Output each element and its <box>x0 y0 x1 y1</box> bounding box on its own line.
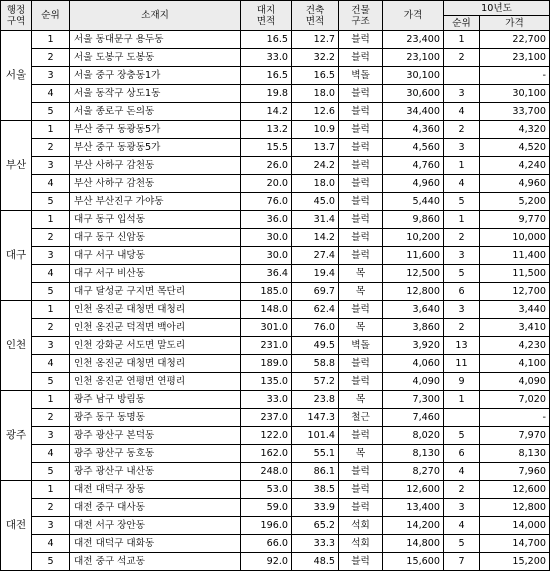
building-area-cell: 16.5 <box>292 67 339 85</box>
prev-rank-cell: 5 <box>444 535 480 553</box>
land-area-cell: 20.0 <box>241 175 292 193</box>
price-cell: 4,360 <box>383 121 444 139</box>
prev-price-cell: - <box>480 409 550 427</box>
rank-cell: 3 <box>32 427 70 445</box>
header-price: 가격 <box>383 1 444 31</box>
building-area-cell: 62.4 <box>292 301 339 319</box>
rank-cell: 5 <box>32 283 70 301</box>
location-cell: 광주 광산구 본덕동 <box>70 427 241 445</box>
prev-rank-cell <box>444 67 480 85</box>
price-cell: 15,600 <box>383 553 444 571</box>
land-area-cell: 33.0 <box>241 391 292 409</box>
rank-cell: 4 <box>32 535 70 553</box>
location-cell: 광주 광산구 내산동 <box>70 463 241 481</box>
price-cell: 10,200 <box>383 229 444 247</box>
prev-rank-cell: 6 <box>444 283 480 301</box>
prev-price-cell: 30,100 <box>480 85 550 103</box>
building-area-cell: 12.7 <box>292 31 339 49</box>
structure-cell: 블럭 <box>339 553 383 571</box>
structure-cell: 석회 <box>339 517 383 535</box>
location-cell: 부산 중구 동광동5가 <box>70 139 241 157</box>
table-row <box>1 409 550 427</box>
building-area-cell: 32.2 <box>292 49 339 67</box>
land-area-cell: 301.0 <box>241 319 292 337</box>
land-area-cell: 248.0 <box>241 463 292 481</box>
location-cell: 부산 사하구 감천동 <box>70 157 241 175</box>
table-row <box>1 139 550 157</box>
land-area-cell: 36.4 <box>241 265 292 283</box>
header-region: 행정 구역 <box>1 1 32 31</box>
building-area-cell: 147.3 <box>292 409 339 427</box>
prev-rank-cell: 5 <box>444 265 480 283</box>
location-cell: 부산 사하구 감천동 <box>70 175 241 193</box>
region-cell: 인천 <box>1 301 32 391</box>
land-area-cell: 189.0 <box>241 355 292 373</box>
land-area-cell: 135.0 <box>241 373 292 391</box>
header-land-area: 대지 면적 <box>241 1 292 31</box>
table-row <box>1 247 550 265</box>
location-cell: 인천 강화군 서도면 말도리 <box>70 337 241 355</box>
building-area-cell: 69.7 <box>292 283 339 301</box>
location-cell: 서울 동대문구 용두동 <box>70 31 241 49</box>
location-cell: 대전 중구 석교동 <box>70 553 241 571</box>
table-row <box>1 67 550 85</box>
building-area-cell: 18.0 <box>292 85 339 103</box>
prev-rank-cell: 13 <box>444 337 480 355</box>
prev-rank-cell: 2 <box>444 49 480 67</box>
rank-cell: 3 <box>32 337 70 355</box>
building-area-cell: 48.5 <box>292 553 339 571</box>
prev-rank-cell: 2 <box>444 481 480 499</box>
price-cell: 30,100 <box>383 67 444 85</box>
prev-price-cell: 7,020 <box>480 391 550 409</box>
location-cell: 광주 남구 방림동 <box>70 391 241 409</box>
prev-rank-cell: 3 <box>444 139 480 157</box>
table-row <box>1 193 550 211</box>
land-area-cell: 59.0 <box>241 499 292 517</box>
rank-cell: 1 <box>32 31 70 49</box>
region-cell: 대구 <box>1 211 32 301</box>
location-cell: 대구 동구 신암동 <box>70 229 241 247</box>
header-prev-rank: 순위 <box>444 16 480 31</box>
price-cell: 4,560 <box>383 139 444 157</box>
building-area-cell: 49.5 <box>292 337 339 355</box>
land-area-cell: 185.0 <box>241 283 292 301</box>
price-cell: 14,200 <box>383 517 444 535</box>
header-prev-price: 가격 <box>480 16 550 31</box>
prev-rank-cell <box>444 409 480 427</box>
structure-cell: 블럭 <box>339 229 383 247</box>
prev-rank-cell: 11 <box>444 355 480 373</box>
prev-price-cell: 4,520 <box>480 139 550 157</box>
land-area-cell: 30.0 <box>241 247 292 265</box>
rank-cell: 1 <box>32 211 70 229</box>
location-cell: 대전 서구 장안동 <box>70 517 241 535</box>
prev-rank-cell: 9 <box>444 373 480 391</box>
prev-rank-cell: 4 <box>444 103 480 121</box>
table-row <box>1 319 550 337</box>
price-cell: 4,060 <box>383 355 444 373</box>
location-cell: 인천 옹진군 연평면 연평리 <box>70 373 241 391</box>
prev-rank-cell: 5 <box>444 193 480 211</box>
rank-cell: 5 <box>32 193 70 211</box>
price-cell: 34,400 <box>383 103 444 121</box>
prev-price-cell: 4,100 <box>480 355 550 373</box>
prev-price-cell: 7,960 <box>480 463 550 481</box>
price-cell: 8,270 <box>383 463 444 481</box>
prev-rank-cell: 7 <box>444 553 480 571</box>
land-area-cell: 148.0 <box>241 301 292 319</box>
rank-cell: 2 <box>32 409 70 427</box>
rank-cell: 1 <box>32 481 70 499</box>
table-row <box>1 121 550 139</box>
location-cell: 서울 도봉구 도봉동 <box>70 49 241 67</box>
region-cell: 서울 <box>1 31 32 121</box>
price-cell: 8,020 <box>383 427 444 445</box>
building-area-cell: 65.2 <box>292 517 339 535</box>
prev-price-cell: 23,100 <box>480 49 550 67</box>
rank-cell: 1 <box>32 121 70 139</box>
price-cell: 5,440 <box>383 193 444 211</box>
price-cell: 3,920 <box>383 337 444 355</box>
structure-cell: 블럭 <box>339 31 383 49</box>
price-cell: 30,600 <box>383 85 444 103</box>
table-row <box>1 103 550 121</box>
rank-cell: 4 <box>32 85 70 103</box>
land-area-cell: 196.0 <box>241 517 292 535</box>
header-structure: 건물 구조 <box>339 1 383 31</box>
structure-cell: 블럭 <box>339 463 383 481</box>
building-area-cell: 38.5 <box>292 481 339 499</box>
location-cell: 대전 대덕구 장동 <box>70 481 241 499</box>
prev-rank-cell: 1 <box>444 211 480 229</box>
prev-price-cell: 33,700 <box>480 103 550 121</box>
building-area-cell: 86.1 <box>292 463 339 481</box>
location-cell: 대구 달성군 구지면 목단리 <box>70 283 241 301</box>
price-cell: 7,300 <box>383 391 444 409</box>
prev-price-cell: 22,700 <box>480 31 550 49</box>
building-area-cell: 23.8 <box>292 391 339 409</box>
location-cell: 부산 중구 동광동5가 <box>70 121 241 139</box>
rank-cell: 3 <box>32 157 70 175</box>
building-area-cell: 19.4 <box>292 265 339 283</box>
table-body <box>1 31 550 571</box>
table-row <box>1 31 550 49</box>
rank-cell: 5 <box>32 373 70 391</box>
price-cell: 12,500 <box>383 265 444 283</box>
structure-cell: 철근 <box>339 409 383 427</box>
prev-price-cell: 10,000 <box>480 229 550 247</box>
structure-cell: 블럭 <box>339 175 383 193</box>
location-cell: 광주 동구 동명동 <box>70 409 241 427</box>
rank-cell: 3 <box>32 247 70 265</box>
price-cell: 7,460 <box>383 409 444 427</box>
prev-price-cell: 14,000 <box>480 517 550 535</box>
prev-price-cell: 3,410 <box>480 319 550 337</box>
building-area-cell: 55.1 <box>292 445 339 463</box>
rank-cell: 3 <box>32 517 70 535</box>
table-row <box>1 265 550 283</box>
price-cell: 12,800 <box>383 283 444 301</box>
table-row <box>1 517 550 535</box>
price-cell: 9,860 <box>383 211 444 229</box>
prev-price-cell: 5,200 <box>480 193 550 211</box>
building-area-cell: 33.3 <box>292 535 339 553</box>
structure-cell: 벽돌 <box>339 337 383 355</box>
table-row <box>1 85 550 103</box>
land-area-cell: 16.5 <box>241 31 292 49</box>
building-area-cell: 31.4 <box>292 211 339 229</box>
table-row <box>1 355 550 373</box>
rank-cell: 2 <box>32 499 70 517</box>
prev-price-cell: 4,320 <box>480 121 550 139</box>
structure-cell: 목 <box>339 391 383 409</box>
table-row <box>1 463 550 481</box>
location-cell: 광주 광산구 동호동 <box>70 445 241 463</box>
structure-cell: 블럭 <box>339 49 383 67</box>
structure-cell: 블럭 <box>339 427 383 445</box>
location-cell: 서울 종로구 돈의동 <box>70 103 241 121</box>
location-cell: 부산 부산진구 가야동 <box>70 193 241 211</box>
structure-cell: 석회 <box>339 535 383 553</box>
table-row <box>1 481 550 499</box>
prev-price-cell: 4,960 <box>480 175 550 193</box>
table-row <box>1 337 550 355</box>
structure-cell: 벽돌 <box>339 67 383 85</box>
building-area-cell: 24.2 <box>292 157 339 175</box>
price-cell: 12,600 <box>383 481 444 499</box>
rank-cell: 1 <box>32 391 70 409</box>
table-row <box>1 445 550 463</box>
table-row <box>1 283 550 301</box>
building-area-cell: 76.0 <box>292 319 339 337</box>
table-row <box>1 49 550 67</box>
prev-price-cell: 14,700 <box>480 535 550 553</box>
prev-price-cell: - <box>480 67 550 85</box>
prev-rank-cell: 1 <box>444 157 480 175</box>
rank-cell: 1 <box>32 301 70 319</box>
location-cell: 서울 동작구 상도1동 <box>70 85 241 103</box>
location-cell: 대전 대덕구 대화동 <box>70 535 241 553</box>
structure-cell: 블럭 <box>339 157 383 175</box>
building-area-cell: 12.6 <box>292 103 339 121</box>
structure-cell: 목 <box>339 265 383 283</box>
rank-cell: 2 <box>32 49 70 67</box>
rank-cell: 4 <box>32 445 70 463</box>
price-cell: 8,130 <box>383 445 444 463</box>
location-cell: 대구 서구 내당동 <box>70 247 241 265</box>
header-location: 소재지 <box>70 1 241 31</box>
location-cell: 서울 중구 장충동1가 <box>70 67 241 85</box>
rank-cell: 5 <box>32 103 70 121</box>
building-area-cell: 10.9 <box>292 121 339 139</box>
location-cell: 대구 서구 비산동 <box>70 265 241 283</box>
location-cell: 인천 옹진군 대청면 대청리 <box>70 301 241 319</box>
region-cell: 부산 <box>1 121 32 211</box>
prev-price-cell: 9,770 <box>480 211 550 229</box>
price-cell: 3,640 <box>383 301 444 319</box>
header-prev-year: 10년도 <box>444 1 550 16</box>
land-area-cell: 76.0 <box>241 193 292 211</box>
prev-price-cell: 4,230 <box>480 337 550 355</box>
building-area-cell: 101.4 <box>292 427 339 445</box>
table-row <box>1 301 550 319</box>
structure-cell: 목 <box>339 445 383 463</box>
building-area-cell: 45.0 <box>292 193 339 211</box>
building-area-cell: 33.9 <box>292 499 339 517</box>
price-cell: 11,600 <box>383 247 444 265</box>
land-area-cell: 53.0 <box>241 481 292 499</box>
table-row <box>1 229 550 247</box>
price-cell: 4,960 <box>383 175 444 193</box>
land-area-cell: 162.0 <box>241 445 292 463</box>
rank-cell: 4 <box>32 175 70 193</box>
prev-rank-cell: 2 <box>444 121 480 139</box>
table-row <box>1 427 550 445</box>
land-area-cell: 122.0 <box>241 427 292 445</box>
land-area-cell: 13.2 <box>241 121 292 139</box>
table-row <box>1 211 550 229</box>
land-area-cell: 26.0 <box>241 157 292 175</box>
land-area-cell: 36.0 <box>241 211 292 229</box>
prev-price-cell: 11,400 <box>480 247 550 265</box>
price-cell: 4,760 <box>383 157 444 175</box>
header-building-area: 건축 면적 <box>292 1 339 31</box>
rank-cell: 4 <box>32 265 70 283</box>
location-cell: 인천 옹진군 대청면 대청리 <box>70 355 241 373</box>
structure-cell: 블럭 <box>339 499 383 517</box>
structure-cell: 블럭 <box>339 301 383 319</box>
building-area-cell: 27.4 <box>292 247 339 265</box>
header-rank: 순위 <box>32 1 70 31</box>
land-area-cell: 231.0 <box>241 337 292 355</box>
building-area-cell: 57.2 <box>292 373 339 391</box>
region-cell: 대전 <box>1 481 32 571</box>
land-area-cell: 237.0 <box>241 409 292 427</box>
prev-rank-cell: 4 <box>444 463 480 481</box>
building-area-cell: 13.7 <box>292 139 339 157</box>
structure-cell: 목 <box>339 283 383 301</box>
structure-cell: 블럭 <box>339 373 383 391</box>
price-cell: 14,800 <box>383 535 444 553</box>
rank-cell: 5 <box>32 553 70 571</box>
prev-price-cell: 15,200 <box>480 553 550 571</box>
structure-cell: 블럭 <box>339 211 383 229</box>
table-row <box>1 157 550 175</box>
rank-cell: 2 <box>32 229 70 247</box>
table-header <box>1 1 550 31</box>
building-area-cell: 18.0 <box>292 175 339 193</box>
land-area-cell: 15.5 <box>241 139 292 157</box>
prev-price-cell: 12,800 <box>480 499 550 517</box>
prev-price-cell: 11,500 <box>480 265 550 283</box>
prev-price-cell: 12,700 <box>480 283 550 301</box>
land-area-cell: 30.0 <box>241 229 292 247</box>
table-row <box>1 373 550 391</box>
prev-rank-cell: 2 <box>444 319 480 337</box>
rank-cell: 2 <box>32 139 70 157</box>
rank-cell: 3 <box>32 67 70 85</box>
price-cell: 23,100 <box>383 49 444 67</box>
location-cell: 인천 옹진군 덕적면 백아리 <box>70 319 241 337</box>
prev-rank-cell: 1 <box>444 31 480 49</box>
table-row <box>1 535 550 553</box>
price-cell: 23,400 <box>383 31 444 49</box>
prev-price-cell: 7,970 <box>480 427 550 445</box>
prev-rank-cell: 6 <box>444 445 480 463</box>
prev-rank-cell: 3 <box>444 301 480 319</box>
price-cell: 4,090 <box>383 373 444 391</box>
price-cell: 3,860 <box>383 319 444 337</box>
land-area-cell: 66.0 <box>241 535 292 553</box>
prev-rank-cell: 2 <box>444 229 480 247</box>
structure-cell: 블럭 <box>339 193 383 211</box>
prev-rank-cell: 3 <box>444 247 480 265</box>
land-area-cell: 16.5 <box>241 67 292 85</box>
structure-cell: 목 <box>339 319 383 337</box>
building-area-cell: 58.8 <box>292 355 339 373</box>
structure-cell: 블럭 <box>339 355 383 373</box>
prev-price-cell: 4,240 <box>480 157 550 175</box>
prev-rank-cell: 4 <box>444 175 480 193</box>
prev-rank-cell: 3 <box>444 85 480 103</box>
prev-price-cell: 12,600 <box>480 481 550 499</box>
structure-cell: 블럭 <box>339 247 383 265</box>
land-area-cell: 14.2 <box>241 103 292 121</box>
structure-cell: 블럭 <box>339 481 383 499</box>
land-area-cell: 19.8 <box>241 85 292 103</box>
land-area-cell: 92.0 <box>241 553 292 571</box>
prev-rank-cell: 4 <box>444 517 480 535</box>
prev-rank-cell: 1 <box>444 391 480 409</box>
rank-cell: 2 <box>32 319 70 337</box>
price-cell: 13,400 <box>383 499 444 517</box>
table-row <box>1 391 550 409</box>
prev-price-cell: 4,090 <box>480 373 550 391</box>
building-area-cell: 14.2 <box>292 229 339 247</box>
rank-cell: 4 <box>32 355 70 373</box>
table-row <box>1 175 550 193</box>
structure-cell: 블럭 <box>339 139 383 157</box>
table-row <box>1 499 550 517</box>
structure-cell: 블럭 <box>339 103 383 121</box>
prev-rank-cell: 5 <box>444 427 480 445</box>
prev-price-cell: 3,440 <box>480 301 550 319</box>
rank-cell: 5 <box>32 463 70 481</box>
structure-cell: 블럭 <box>339 85 383 103</box>
prev-rank-cell: 3 <box>444 499 480 517</box>
land-area-cell: 33.0 <box>241 49 292 67</box>
region-cell: 광주 <box>1 391 32 481</box>
prev-price-cell: 8,130 <box>480 445 550 463</box>
location-cell: 대구 동구 입석동 <box>70 211 241 229</box>
location-cell: 대전 중구 대사동 <box>70 499 241 517</box>
structure-cell: 블럭 <box>339 121 383 139</box>
